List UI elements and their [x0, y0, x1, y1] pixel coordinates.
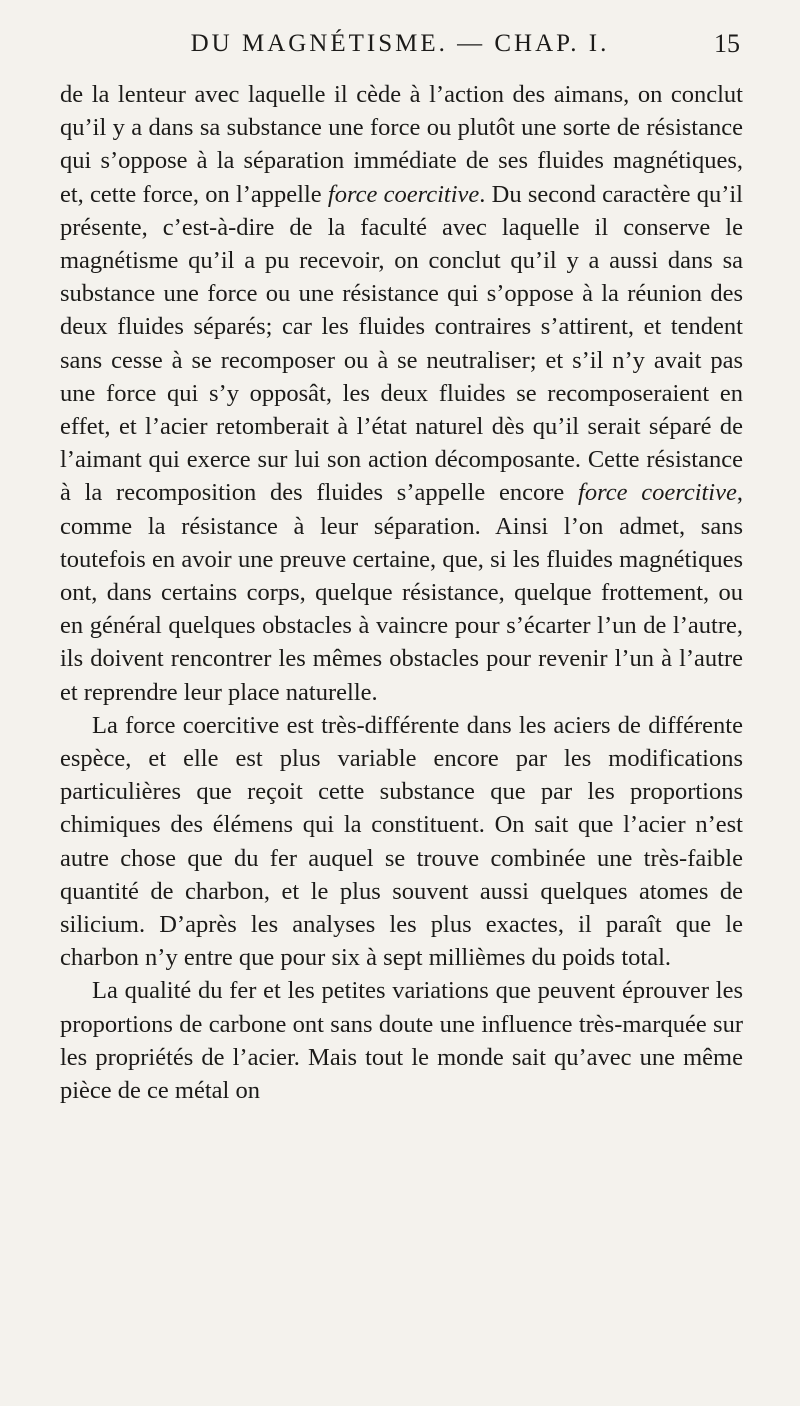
paragraph-1-italic-term-1: force coercitive — [327, 180, 480, 208]
page-number: 15 — [714, 29, 740, 58]
paragraph-1-text-c: . Du second caractère qu’il présente, c’est-à-dire de la faculté avec laquelle il conserve le magnétisme qu’il a pu recevoir, on conclut qu’il y a aussi dans sa substance une force ou une résistance qui s’oppose à la réunion des deux fluides séparés; car les fluides contraires s’attirent, et tendent sans cesse à se recomposer ou à se neutraliser; et s’il n’y avait pas une force qui s’y opposât, les deux fluides se recomposeraient en effet, et l’acier retomberait à l’état naturel dès qu’il serait séparé de l’aimant qui exerce sur lui son action décomposante. Cette résistance à la recomposition des fluides s’appelle encore — [60, 180, 743, 507]
running-title: DU MAGNÉTISME. — CHAP. I. — [190, 30, 610, 57]
paragraph-1-text-a: de la lenteur avec laquelle il cède à l’action des aimans, on conclut qu’il y a dans sa substance une force ou plutôt une sorte de résistance qui s’oppose à la séparation immédiate de ses fluides magnétiques, et, cette force, on l’appelle — [60, 81, 743, 208]
running-head — [60, 22, 740, 66]
paragraph-1-italic-term-2: force coercitive — [578, 479, 737, 507]
body-text — [60, 78, 743, 1107]
paragraph-3: La qualité du fer et les petites variations que peuvent éprouver les proportions de carbone ont sans doute une influence très-marquée sur les propriétés de l’acier. Mais tout le monde sait qu’avec une même pièce de ce métal on — [60, 977, 743, 1105]
paragraph-1-text-e: , comme la résistance à leur séparation. Ainsi l’on admet, sans toutefois en avoir une preuve certaine, que, si les fluides magnétiques ont, dans certains corps, quelque résistance, quelque frottement, ou en général quelques obstacles à vaincre pour s’écarter l’un de l’autre, ils doivent rencontrer les mêmes obstacles pour revenir l’un à l’autre et reprendre leur place naturelle. — [60, 479, 743, 706]
paragraph-2: La force coercitive est très-différente dans les aciers de différente espèce, et elle est plus variable encore par les modifications particulières que reçoit cette substance que par les proportions chimiques des élémens qui la constituent. On sait que l’acier n’est autre chose que du fer auquel se trouve combinée une très-faible quantité de charbon, et le plus souvent aussi quelques atomes de silicium. D’après les analyses les plus exactes, il paraît que le charbon n’y entre que pour six à sept millièmes du poids total. — [60, 711, 743, 972]
paragraph-1 — [60, 78, 743, 709]
